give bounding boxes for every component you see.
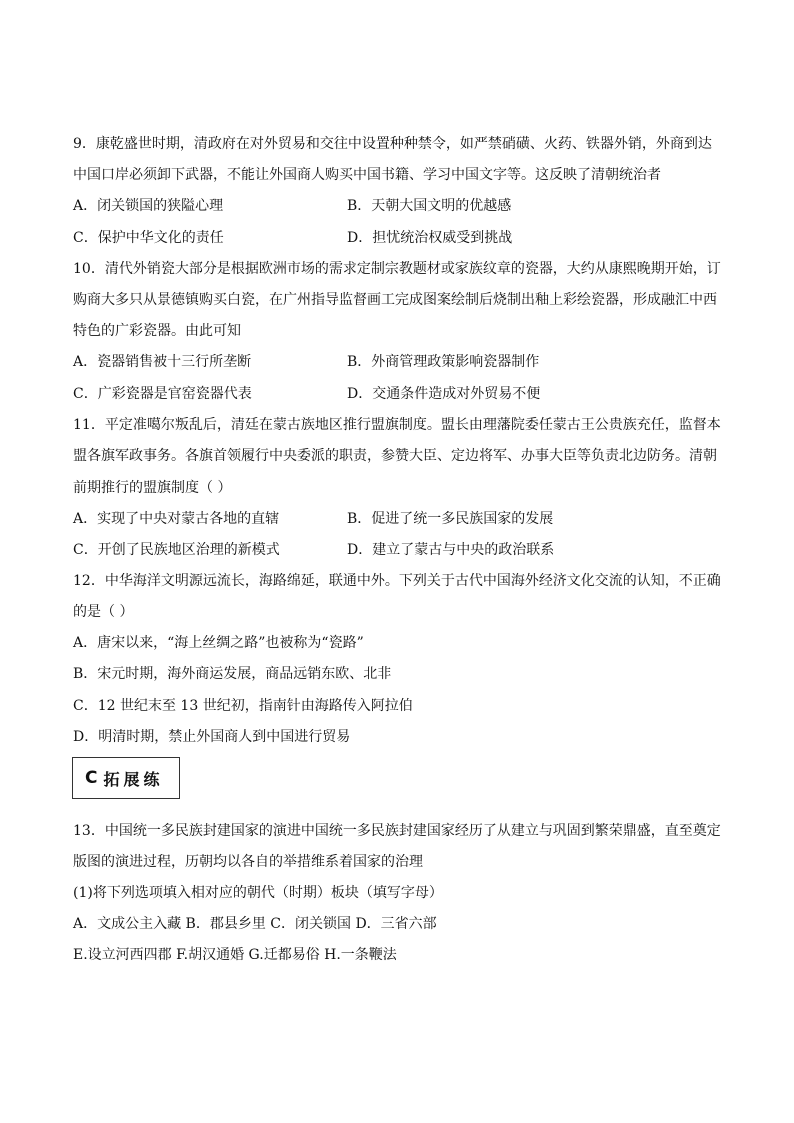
q9-stem-line-2: 中国口岸必须卸下武器，不能让外国商人购买中国书籍、学习中国文字等。这反映了清朝统治者	[73, 167, 661, 183]
q9-option-c: C．保护中华文化的责任	[73, 230, 224, 246]
q11-option-d: D．建立了蒙古与中央的政治联系	[347, 542, 555, 558]
q11-option-a: A．实现了中央对蒙古各地的直辖	[73, 511, 280, 527]
q13-stem-line-1: 13．中国统一多民族封建国家的演进中国统一多民族封建国家经历了从建立与巩固到繁荣鼎盛，直至奠定	[73, 823, 721, 839]
q12-stem-line-1: 12．中华海洋文明源远流长，海路绵延，联通中外。下列关于古代中国海外经济文化交流的认知，不正确	[73, 573, 721, 589]
section-title: 拓展练	[103, 769, 164, 789]
q9-option-d: D．担忧统治权威受到挑战	[347, 230, 513, 246]
q11-stem-line-1: 11．平定准噶尔叛乱后，清廷在蒙古族地区推行盟旗制度。盟长由理藩院委任蒙古王公贵族充任，监督本	[73, 417, 721, 433]
q12-option-d: D．明清时期，禁止外国商人到中国进行贸易	[73, 729, 351, 745]
q11-option-c: C．开创了民族地区治理的新模式	[73, 542, 280, 558]
q10-option-b: B．外商管理政策影响瓷器制作	[347, 354, 540, 370]
section-letter: C	[85, 768, 98, 788]
q10-option-a: A．瓷器销售被十三行所垄断	[73, 354, 252, 370]
q12-option-c: C．12 世纪末至 13 世纪初，指南针由海路传入阿拉伯	[73, 698, 413, 714]
q9-option-a: A．闭关锁国的狭隘心理	[73, 198, 224, 214]
q10-stem-line-2: 购商大多只从景德镇购买白瓷，在广州指导监督画工完成图案绘制后烧制出釉上彩绘瓷器，形成融汇中西	[73, 292, 717, 308]
q13-stem-line-2: 版图的演进过程，历朝均以各自的举措维系着国家的治理	[73, 854, 423, 870]
q11-option-b: B．促进了统一多民族国家的发展	[347, 511, 554, 527]
q13-choices-line-2: E.设立河西四郡 F.胡汉通婚 G.迁都易俗 H.一条鞭法	[73, 947, 397, 963]
q13-sub-question-1: (1)将下列选项填入相对应的朝代（时期）板块（填写字母）	[73, 885, 443, 901]
q11-stem-line-2: 盟各旗军政事务。各旗首领履行中央委派的职责，参赞大臣、定边将军、办事大臣等负责北边防务。清朝	[73, 448, 717, 464]
q13-choices-line-1: A．文成公主入藏 B．郡县乡里 C．闭关锁国 D．三省六部	[73, 916, 437, 932]
q12-option-a: A．唐宋以来，“海上丝绸之路”也被称为“瓷路”	[73, 635, 364, 651]
q9-option-b: B．天朝大国文明的优越感	[347, 198, 512, 214]
q10-option-d: D．交通条件造成对外贸易不便	[347, 386, 541, 402]
q12-stem-line-2: 的是（ ）	[73, 604, 134, 620]
section-header-box	[72, 757, 180, 799]
q10-stem-line-1: 10．清代外销瓷大部分是根据欧洲市场的需求定制宗教题材或家族纹章的瓷器，大约从康熙晚期开始，订	[73, 261, 721, 277]
q11-stem-line-3: 前期推行的盟旗制度（ ）	[73, 480, 232, 496]
q9-stem-line-1: 9．康乾盛世时期，清政府在对外贸易和交往中设置种种禁令，如严禁硝磺、火药、铁器外销，外商到达	[73, 136, 712, 152]
q10-option-c: C．广彩瓷器是官窑瓷器代表	[73, 386, 252, 402]
q12-option-b: B．宋元时期，海外商运发展，商品远销东欧、北非	[73, 666, 392, 682]
q10-stem-line-3: 特色的广彩瓷器。由此可知	[73, 323, 241, 339]
